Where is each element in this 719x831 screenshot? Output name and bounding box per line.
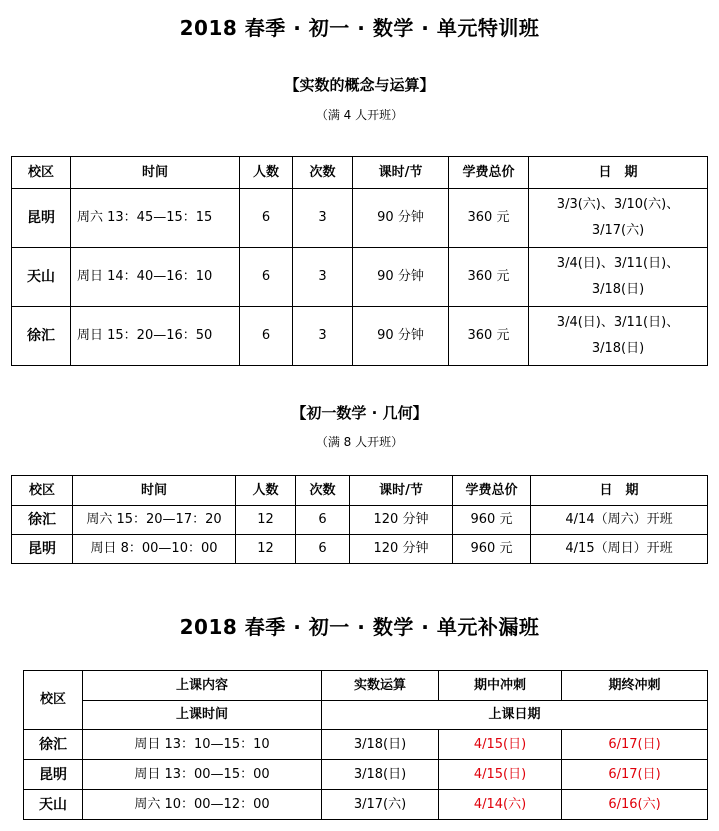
table2-subtitle: 【初一数学 · 几何】 [291, 404, 428, 422]
header-content: 上课内容 [83, 671, 322, 701]
dates-line-1: 3/4(日)、3/11(日)、 [556, 315, 680, 330]
section2-title: 2018 春季 · 初一 · 数学 · 单元补漏班 [179, 615, 540, 639]
people-cell: 12 [236, 535, 296, 564]
time-cell: 周日 14：40—16：10 [71, 248, 240, 307]
dates-line-1: 3/4(日)、3/11(日)、 [556, 256, 680, 271]
dates-line-1: 3/3(六)、3/10(六)、 [556, 197, 680, 212]
time-cell: 周日 8：00—10：00 [73, 535, 236, 564]
header-class-time: 上课时间 [83, 701, 322, 730]
table-row [12, 307, 708, 366]
table1-subtitle: 【实数的概念与运算】 [284, 76, 435, 94]
dates-cell: 4/14（周六）开班 [531, 506, 708, 535]
time-cell: 周日 13：10—15：10 [83, 730, 322, 760]
table3-header-row-2 [24, 701, 708, 730]
dates-cell: 4/15（周日）开班 [531, 535, 708, 564]
date-cell-2: 4/15(日) [439, 730, 562, 760]
date-cell-2: 4/14(六) [439, 790, 562, 820]
date-cell-1: 3/17(六) [322, 790, 439, 820]
duration-cell: 90 分钟 [353, 248, 449, 307]
time-cell: 周六 15：20—17：20 [73, 506, 236, 535]
header-people: 人数 [236, 476, 296, 506]
header-fee: 学费总价 [449, 157, 529, 189]
time-cell: 周日 13：00—15：00 [83, 760, 322, 790]
people-cell: 6 [240, 248, 293, 307]
table1 [11, 156, 708, 366]
dates-cell [529, 189, 708, 248]
dates-cell [529, 248, 708, 307]
table1-header-row [12, 157, 708, 189]
time-cell: 周六 13：45—15：15 [71, 189, 240, 248]
dates-cell [529, 307, 708, 366]
table2 [11, 475, 708, 564]
dates-line-2: 3/18(日) [591, 341, 645, 356]
table-row [12, 535, 708, 564]
header-count: 次数 [296, 476, 350, 506]
header-topic-1: 实数运算 [322, 671, 439, 701]
table-row [12, 506, 708, 535]
table-row [24, 790, 708, 820]
campus-cell: 昆明 [12, 535, 73, 564]
table2-note: （满 8 人开班） [315, 435, 404, 449]
count-cell: 3 [293, 307, 353, 366]
header-people: 人数 [240, 157, 293, 189]
header-topic-2: 期中冲刺 [439, 671, 562, 701]
campus-cell: 昆明 [12, 189, 71, 248]
campus-cell: 徐汇 [12, 506, 73, 535]
date-cell-1: 3/18(日) [322, 730, 439, 760]
people-cell: 12 [236, 506, 296, 535]
time-cell: 周六 10：00—12：00 [83, 790, 322, 820]
header-dates: 日 期 [529, 157, 708, 189]
table-row [24, 730, 708, 760]
header-duration: 课时/节 [353, 157, 449, 189]
duration-cell: 120 分钟 [350, 535, 453, 564]
header-campus: 校区 [12, 476, 73, 506]
fee-cell: 360 元 [449, 189, 529, 248]
table3 [23, 670, 708, 820]
header-topic-3: 期终冲刺 [562, 671, 708, 701]
duration-cell: 120 分钟 [350, 506, 453, 535]
count-cell: 3 [293, 248, 353, 307]
fee-cell: 360 元 [449, 248, 529, 307]
dates-line-2: 3/17(六) [591, 223, 645, 238]
table-row [12, 189, 708, 248]
table-row [12, 248, 708, 307]
dates-line-2: 3/18(日) [591, 282, 645, 297]
date-cell-3: 6/16(六) [562, 790, 708, 820]
fee-cell: 960 元 [453, 535, 531, 564]
table-row [24, 760, 708, 790]
count-cell: 6 [296, 535, 350, 564]
header-time: 时间 [71, 157, 240, 189]
date-cell-3: 6/17(日) [562, 730, 708, 760]
count-cell: 3 [293, 189, 353, 248]
header-count: 次数 [293, 157, 353, 189]
duration-cell: 90 分钟 [353, 307, 449, 366]
table2-header-row [12, 476, 708, 506]
campus-cell: 天山 [12, 248, 71, 307]
header-campus: 校区 [24, 671, 83, 730]
count-cell: 6 [296, 506, 350, 535]
fee-cell: 960 元 [453, 506, 531, 535]
campus-cell: 徐汇 [12, 307, 71, 366]
header-class-date: 上课日期 [322, 701, 708, 730]
date-cell-1: 3/18(日) [322, 760, 439, 790]
page-title: 2018 春季 · 初一 · 数学 · 单元特训班 [179, 16, 540, 40]
fee-cell: 360 元 [449, 307, 529, 366]
campus-cell: 天山 [24, 790, 83, 820]
campus-cell: 徐汇 [24, 730, 83, 760]
header-dates: 日 期 [531, 476, 708, 506]
people-cell: 6 [240, 307, 293, 366]
campus-cell: 昆明 [24, 760, 83, 790]
header-fee: 学费总价 [453, 476, 531, 506]
date-cell-3: 6/17(日) [562, 760, 708, 790]
header-duration: 课时/节 [350, 476, 453, 506]
date-cell-2: 4/15(日) [439, 760, 562, 790]
people-cell: 6 [240, 189, 293, 248]
time-cell: 周日 15：20—16：50 [71, 307, 240, 366]
table3-header-row-1 [24, 671, 708, 701]
table1-note: （满 4 人开班） [315, 108, 404, 122]
header-campus: 校区 [12, 157, 71, 189]
duration-cell: 90 分钟 [353, 189, 449, 248]
header-time: 时间 [73, 476, 236, 506]
